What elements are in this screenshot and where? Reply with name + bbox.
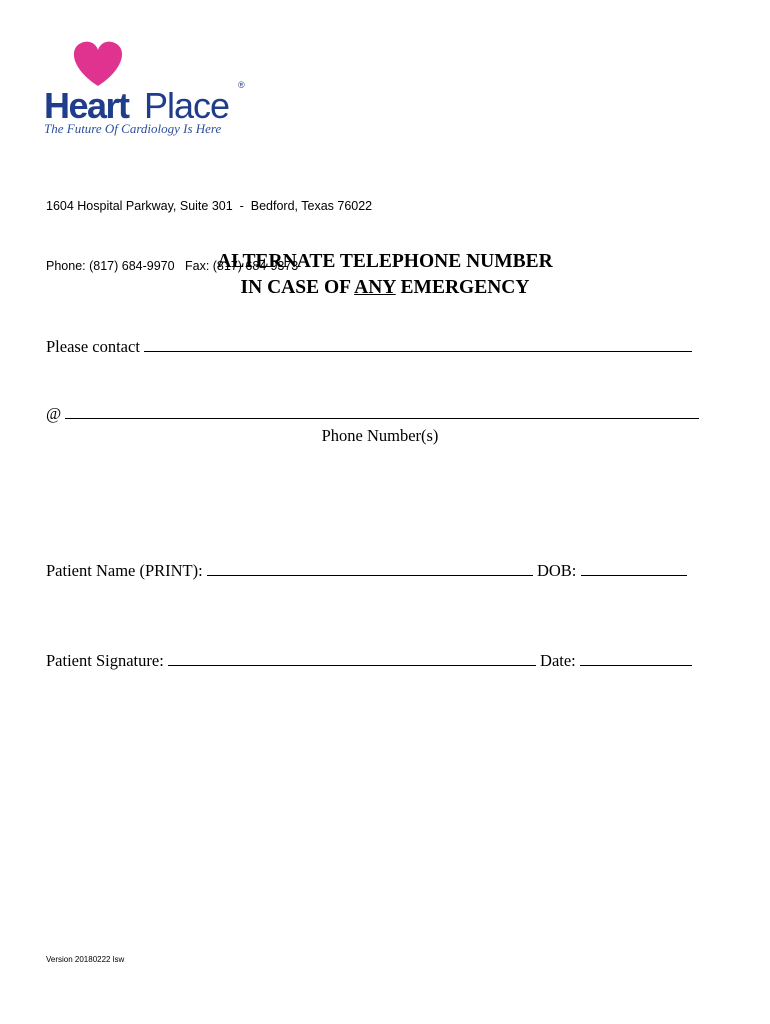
patient-name-row	[46, 561, 687, 581]
phone-number-field[interactable]	[65, 404, 699, 419]
phone-prefix: @	[46, 404, 66, 423]
logo-tagline: The Future Of Cardiology Is Here	[44, 121, 222, 136]
heart-logo-graphic	[40, 38, 280, 138]
version-footer: Version 20180222 lsw	[46, 955, 125, 964]
form-title-line-2	[0, 275, 770, 301]
title-emphasis-any: ANY	[354, 277, 396, 298]
form-title-line-1: ALTERNATE TELEPHONE NUMBER	[217, 251, 553, 272]
patient-name-label: Patient Name (PRINT):	[46, 561, 207, 580]
contact-name-field[interactable]	[144, 337, 692, 352]
signature-row	[46, 651, 692, 671]
title-text-after: EMERGENCY	[395, 277, 530, 298]
address-line: 1604 Hospital Parkway, Suite 301 - Bedford, Texas 76022	[46, 199, 373, 213]
logo-word-heart: Heart	[44, 85, 129, 126]
registered-mark: ®	[238, 80, 245, 90]
contact-row	[46, 337, 692, 357]
date-label: Date:	[535, 651, 580, 670]
phone-row	[46, 404, 699, 424]
heartplace-logo	[40, 38, 280, 138]
logo-word-place: Place	[144, 85, 230, 126]
patient-name-field[interactable]	[207, 561, 533, 576]
phone-fax-line: Phone: (817) 684-9970 Fax: (817) 684-9373	[46, 259, 299, 273]
signature-label: Patient Signature:	[46, 651, 168, 670]
signature-field[interactable]	[168, 651, 536, 666]
title-text-before: IN CASE OF	[240, 277, 355, 298]
contact-label: Please contact	[46, 337, 145, 356]
phone-number-caption: Phone Number(s)	[321, 426, 439, 445]
date-field[interactable]	[580, 651, 692, 666]
heart-icon	[74, 42, 122, 86]
dob-label: DOB:	[532, 561, 581, 580]
dob-field[interactable]	[581, 561, 687, 576]
